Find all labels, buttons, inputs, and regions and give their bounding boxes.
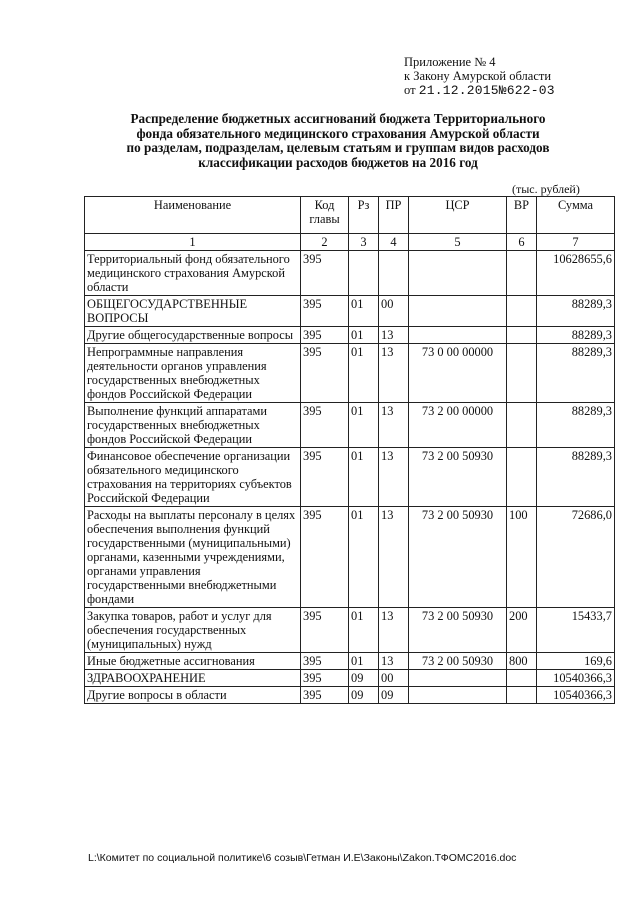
- row-csr: [409, 670, 507, 687]
- row-csr: 73 2 00 50930: [409, 608, 507, 653]
- row-sum: 10540366,3: [537, 687, 615, 704]
- row-code: 395: [301, 653, 349, 670]
- row-rz: 09: [349, 687, 379, 704]
- row-csr: 73 2 00 50930: [409, 448, 507, 507]
- row-vr: 800: [507, 653, 537, 670]
- row-name: Выполнение функций аппаратами государственных внебюджетных фондов Российской Федерации: [85, 403, 301, 448]
- row-code: 395: [301, 344, 349, 403]
- row-rz: 01: [349, 296, 379, 327]
- column-number-row: [85, 234, 615, 251]
- col-number: 2: [301, 234, 349, 251]
- appendix-block: [404, 55, 604, 98]
- appendix-date-line: [404, 83, 604, 98]
- row-rz: 01: [349, 507, 379, 608]
- appendix-line-2: к Закону Амурской области: [404, 69, 552, 83]
- units-label: (тыс. рублей): [512, 182, 580, 196]
- law-date: 21.12.2015: [418, 83, 499, 98]
- row-sum: 10540366,3: [537, 670, 615, 687]
- table-row: [85, 327, 615, 344]
- row-rz: 01: [349, 344, 379, 403]
- appendix-line-1: Приложение № 4: [404, 55, 496, 69]
- table-row: [85, 687, 615, 704]
- row-pr: 13: [379, 653, 409, 670]
- row-pr: 13: [379, 507, 409, 608]
- row-csr: 73 2 00 50930: [409, 653, 507, 670]
- row-vr: [507, 344, 537, 403]
- row-code: 395: [301, 687, 349, 704]
- row-sum: 169,6: [537, 653, 615, 670]
- row-rz: 01: [349, 608, 379, 653]
- row-name: Другие общегосударственные вопросы: [85, 327, 301, 344]
- row-name: Иные бюджетные ассигнования: [85, 653, 301, 670]
- row-sum: 88289,3: [537, 448, 615, 507]
- row-vr: [507, 448, 537, 507]
- row-vr: [507, 296, 537, 327]
- row-rz: [349, 251, 379, 296]
- header-sum: Сумма: [537, 197, 615, 234]
- row-pr: [379, 251, 409, 296]
- row-vr: 200: [507, 608, 537, 653]
- row-rz: 09: [349, 670, 379, 687]
- row-pr: 13: [379, 403, 409, 448]
- file-path-footer: L:\Комитет по социальной политике\6 созыв\Гетман И.Е\Законы\Zakon.ТФОМС2016.doc: [88, 852, 517, 864]
- row-vr: [507, 251, 537, 296]
- law-number: №622-03: [498, 83, 555, 98]
- row-name: Территориальный фонд обязательного медицинского страхования Амурской области: [85, 251, 301, 296]
- row-vr: [507, 687, 537, 704]
- row-csr: [409, 251, 507, 296]
- row-code: 395: [301, 448, 349, 507]
- table-row: [85, 403, 615, 448]
- row-pr: 13: [379, 448, 409, 507]
- title-line-2: фонда обязательного медицинского страхования Амурской области: [136, 125, 540, 141]
- row-sum: 88289,3: [537, 403, 615, 448]
- table-row: [85, 296, 615, 327]
- row-name: Непрограммные направления деятельности органов управления государственных внебюджетных фондов Российской Федерации: [85, 344, 301, 403]
- row-csr: [409, 327, 507, 344]
- row-csr: 73 0 00 00000: [409, 344, 507, 403]
- table-row: [85, 251, 615, 296]
- row-name: Расходы на выплаты персоналу в целях обеспечения выполнения функций государственными (муниципальными) органами, казенными учреждениями, органами управления государственными внебюджетными фондами: [85, 507, 301, 608]
- title-line-1: Распределение бюджетных ассигнований бюджета Территориального: [130, 111, 546, 126]
- row-csr: [409, 687, 507, 704]
- row-sum: 10628655,6: [537, 251, 615, 296]
- header-vr: ВР: [507, 197, 537, 234]
- col-number: 1: [85, 234, 301, 251]
- row-code: 395: [301, 403, 349, 448]
- row-sum: 15433,7: [537, 608, 615, 653]
- row-rz: 01: [349, 327, 379, 344]
- header-rz: Рз: [349, 197, 379, 234]
- col-number: 7: [537, 234, 615, 251]
- table-row: [85, 653, 615, 670]
- table-row: [85, 608, 615, 653]
- header-csr: ЦСР: [409, 197, 507, 234]
- table-row: [85, 670, 615, 687]
- header-name: Наименование: [85, 197, 301, 234]
- row-pr: 00: [379, 670, 409, 687]
- document-title: [88, 112, 588, 170]
- row-sum: 72686,0: [537, 507, 615, 608]
- row-pr: 09: [379, 687, 409, 704]
- row-sum: 88289,3: [537, 296, 615, 327]
- row-name: Другие вопросы в области: [85, 687, 301, 704]
- row-csr: 73 2 00 00000: [409, 403, 507, 448]
- table-row: [85, 344, 615, 403]
- row-vr: 100: [507, 507, 537, 608]
- col-number: 5: [409, 234, 507, 251]
- col-number: 4: [379, 234, 409, 251]
- header-pr: ПР: [379, 197, 409, 234]
- table-row: [85, 448, 615, 507]
- row-rz: 01: [349, 403, 379, 448]
- appendix-date-prefix: от: [404, 83, 419, 97]
- row-code: 395: [301, 327, 349, 344]
- row-pr: 13: [379, 344, 409, 403]
- row-sum: 88289,3: [537, 327, 615, 344]
- row-name: ОБЩЕГОСУДАРСТВЕННЫЕ ВОПРОСЫ: [85, 296, 301, 327]
- col-number: 6: [507, 234, 537, 251]
- row-name: ЗДРАВООХРАНЕНИЕ: [85, 670, 301, 687]
- row-name: Финансовое обеспечение организации обязательного медицинского страхования на территориях субъектов Российской Федерации: [85, 448, 301, 507]
- row-code: 395: [301, 251, 349, 296]
- title-line-3: по разделам, подразделам, целевым статьям и группам видов расходов: [126, 140, 550, 155]
- budget-table: [84, 196, 615, 704]
- row-rz: 01: [349, 653, 379, 670]
- row-code: 395: [301, 670, 349, 687]
- row-name: Закупка товаров, работ и услуг для обеспечения государственных (муниципальных) нужд: [85, 608, 301, 653]
- row-vr: [507, 403, 537, 448]
- row-csr: 73 2 00 50930: [409, 507, 507, 608]
- title-line-4: классификации расходов бюджетов на 2016 год: [198, 154, 478, 170]
- row-pr: 13: [379, 608, 409, 653]
- header-row: [85, 197, 615, 234]
- row-code: 395: [301, 507, 349, 608]
- table-row: [85, 507, 615, 608]
- row-sum: 88289,3: [537, 344, 615, 403]
- row-code: 395: [301, 608, 349, 653]
- row-pr: 13: [379, 327, 409, 344]
- row-vr: [507, 327, 537, 344]
- col-number: 3: [349, 234, 379, 251]
- row-vr: [507, 670, 537, 687]
- row-rz: 01: [349, 448, 379, 507]
- row-pr: 00: [379, 296, 409, 327]
- header-code: Код главы: [301, 197, 349, 234]
- row-csr: [409, 296, 507, 327]
- row-code: 395: [301, 296, 349, 327]
